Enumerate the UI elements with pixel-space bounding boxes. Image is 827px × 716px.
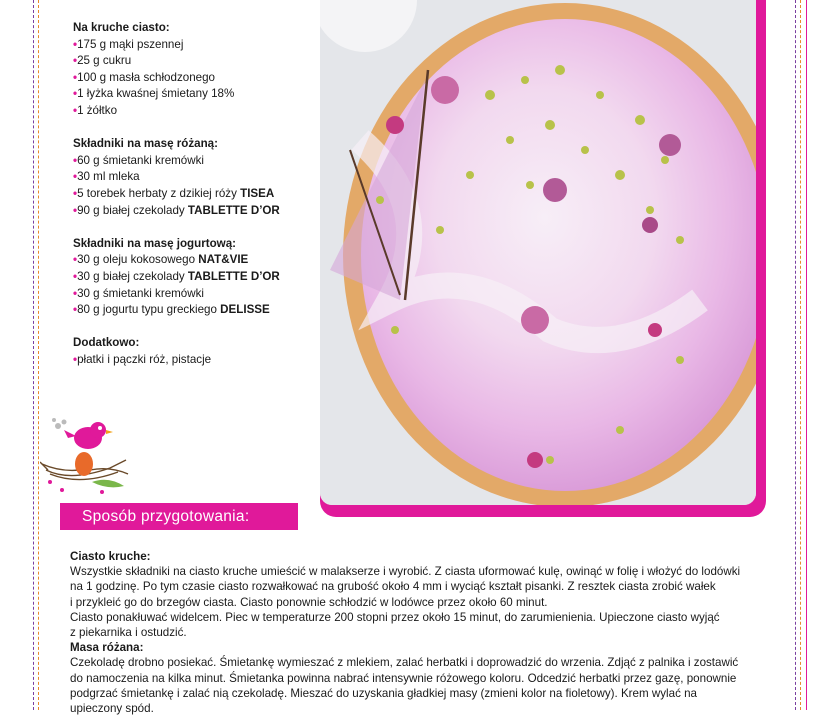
extra-ingredients-title: Dodatkowo: bbox=[73, 336, 140, 350]
extra-ingredients bbox=[73, 335, 313, 368]
bird-head-icon bbox=[90, 422, 106, 438]
method-line: na 1 godzinę. Po tym czasie ciasto rozwałkować na grubość około 4 mm i wyciąć kształt pisanki. Z resztek ciasta zrobić wałek bbox=[70, 580, 716, 594]
method-line: Czekoladę drobno posiekać. Śmietankę wymieszać z mlekiem, zalać herbatki i doprowadzić do wrzenia. Zdjąć z palnika i zostawić bbox=[70, 656, 739, 670]
dough-method-title: Ciasto kruche: bbox=[70, 550, 151, 563]
right-border-dashed-purple bbox=[795, 0, 796, 710]
left-border-dashed-orange bbox=[38, 0, 39, 710]
right-border-dashed-orange bbox=[800, 0, 801, 710]
bird-beak-icon bbox=[106, 430, 113, 434]
ingredient-item: •100 g masła schłodzonego bbox=[73, 70, 215, 84]
dough-ingredients-title: Na kruche ciasto: bbox=[73, 21, 170, 34]
rose-ingredients-title: Składniki na masę różaną: bbox=[73, 137, 218, 151]
bird-eye-icon bbox=[98, 426, 102, 430]
ingredient-item: •175 g mąki pszennej bbox=[73, 37, 184, 51]
right-border-solid-pink bbox=[806, 0, 807, 710]
method-line: podgrzać śmietankę i zalać nią czekoladę. Mieszać do uzyskania gładkiej masy (zmieni kolor na fioletowy). Krem wylać na bbox=[70, 686, 697, 700]
left-border-dashed-purple bbox=[33, 0, 34, 710]
ingredient-item: •90 g białej czekolady TABLETTE D’OR bbox=[73, 203, 280, 217]
yogurt-ingredients-title: Składniki na masę jogurtową: bbox=[73, 236, 236, 250]
ingredient-item: •30 g śmietanki kremówki bbox=[73, 286, 204, 300]
ingredient-item: •25 g cukru bbox=[73, 54, 132, 68]
egg-icon bbox=[75, 452, 93, 476]
tart-illustration bbox=[320, 0, 756, 505]
bird-on-egg-nest-icon bbox=[40, 412, 130, 496]
ingredient-item: •5 torebek herbaty z dzikiej róży TISEA bbox=[73, 186, 275, 200]
ingredient-item: •płatki i pączki róż, pistacje bbox=[73, 352, 212, 366]
method-text bbox=[70, 549, 770, 716]
photo-frame bbox=[320, 0, 766, 517]
ingredient-item: •1 łyżka kwaśnej śmietany 18% bbox=[73, 87, 235, 101]
ingredient-item: •80 g jogurtu typu greckiego DELISSE bbox=[73, 303, 270, 317]
method-line: upieczony spód. bbox=[70, 702, 154, 716]
ingredient-item: •60 g śmietanki kremówki bbox=[73, 153, 204, 167]
rose-ingredients bbox=[73, 136, 313, 219]
ingredient-item: •1 żółtko bbox=[73, 103, 118, 117]
method-line: Wszystkie składniki na ciasto kruche umieścić w malakserze i wyrobić. Z ciasta uformować kulę, owinąć w folię i włożyć do lodówki bbox=[70, 565, 741, 579]
rose-method-title: Masa różana: bbox=[70, 641, 144, 655]
ingredients-column bbox=[73, 20, 313, 385]
ingredient-item: •30 g białej czekolady TABLETTE D’OR bbox=[73, 269, 280, 283]
dough-ingredients bbox=[73, 20, 313, 120]
method-banner: Sposób przygotowania: bbox=[60, 503, 298, 530]
method-line: do namoczenia na kilka minut. Śmietanka powinna nabrać intensywnie różowego koloru. Odcedzić herbatki przez gazę, ponownie bbox=[70, 671, 737, 685]
method-line: z piekarnika i ostudzić. bbox=[70, 626, 187, 640]
ingredient-item: •30 ml mleka bbox=[73, 170, 140, 184]
method-line: i przykleić go do brzegów ciasta. Ciasto ponownie schłodzić w lodówce przez około 60 minut. bbox=[70, 595, 548, 609]
tart-photo bbox=[320, 0, 756, 505]
leaf-icon bbox=[92, 480, 124, 488]
ingredient-item: •30 g oleju kokosowego NAT&VIE bbox=[73, 253, 249, 267]
flower-dots-icon bbox=[52, 418, 67, 429]
method-line: Ciasto ponakłuwać widelcem. Piec w temperaturze 200 stopni przez około 15 minut, do zarumienienia. Upieczone ciasto wyjąć bbox=[70, 610, 720, 624]
yogurt-ingredients bbox=[73, 236, 313, 319]
